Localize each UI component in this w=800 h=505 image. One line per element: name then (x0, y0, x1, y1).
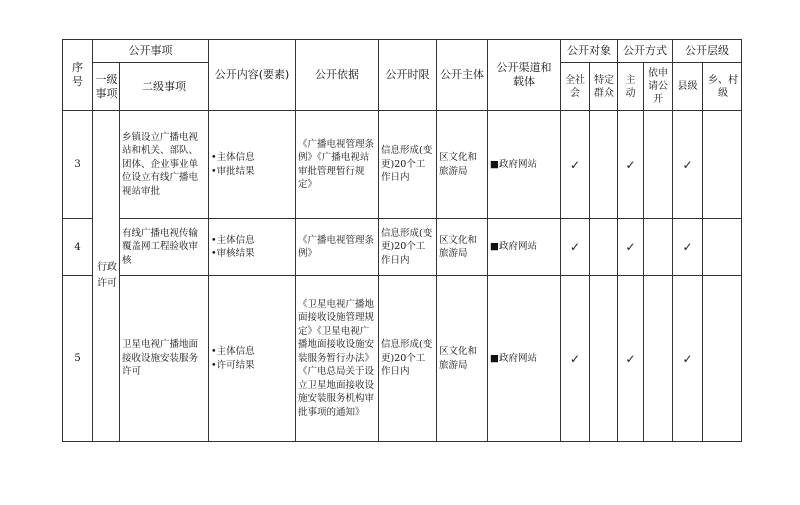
row-seq: 4 (63, 219, 93, 276)
row-basis: 《卫星电视广播地面接收设施管理规定》《卫星电视广播地面接收设施安装服务暂行办法》《广电总局关于设立卫星地面接收设施安装服务机构审批事项的通知》 (296, 276, 379, 442)
check-society: ✓ (561, 276, 590, 442)
table-row (63, 111, 742, 219)
row-content: •主体信息 •审核结果 (209, 219, 296, 276)
header-level2: 二级事项 (120, 63, 209, 111)
check-county: ✓ (673, 111, 703, 219)
row-content: •主体信息 •审批结果 (209, 111, 296, 219)
header-county: 县级 (673, 63, 703, 111)
row-seq: 3 (63, 111, 93, 219)
header-method: 公开方式 (618, 40, 673, 63)
table-row (63, 219, 742, 276)
header-content: 公开内容(要素) (209, 40, 296, 111)
header-channel: 公开渠道和载体 (488, 40, 561, 111)
header-request: 依申请公开 (644, 63, 673, 111)
check-active: ✓ (618, 219, 644, 276)
row-subject: 区文化和旅游局 (437, 276, 488, 442)
header-active: 主动 (618, 63, 644, 111)
check-town (703, 276, 742, 442)
row-subject: 区文化和旅游局 (437, 219, 488, 276)
category-cell: 行政许可 (93, 111, 120, 442)
row-basis: 《广播电视管理条例》《广播电视站审批管理暂行规定》 (296, 111, 379, 219)
header-level1: 一级事项 (93, 63, 120, 111)
row-channel: ■政府网站 (488, 219, 561, 276)
table-row (63, 276, 742, 442)
header-town: 乡、村级 (703, 63, 742, 111)
row-item: 乡镇设立广播电视站和机关、部队、团体、企业事业单位设立有线广播电视站审批 (120, 111, 209, 219)
check-county: ✓ (673, 219, 703, 276)
row-item: 有线广播电视传输覆盖网工程验收审核 (120, 219, 209, 276)
check-request (644, 219, 673, 276)
header-subject: 公开主体 (437, 40, 488, 111)
header-items: 公开事项 (93, 40, 209, 63)
header-seq: 序号 (63, 40, 93, 111)
check-group (590, 219, 618, 276)
header-target: 公开对象 (561, 40, 618, 63)
row-item: 卫星电视广播地面接收设施安装服务许可 (120, 276, 209, 442)
row-seq: 5 (63, 276, 93, 442)
check-request (644, 111, 673, 219)
row-time: 信息形成(变更)20个工作日内 (379, 219, 437, 276)
row-subject: 区文化和旅游局 (437, 111, 488, 219)
disclosure-table (62, 39, 742, 442)
check-active: ✓ (618, 276, 644, 442)
check-request (644, 276, 673, 442)
row-channel: ■政府网站 (488, 111, 561, 219)
check-group (590, 276, 618, 442)
header-level: 公开层级 (673, 40, 742, 63)
header-group: 特定群众 (590, 63, 618, 111)
check-town (703, 111, 742, 219)
check-group (590, 111, 618, 219)
check-society: ✓ (561, 219, 590, 276)
row-channel: ■政府网站 (488, 276, 561, 442)
header-basis: 公开依据 (296, 40, 379, 111)
row-basis: 《广播电视管理条例》 (296, 219, 379, 276)
check-county: ✓ (673, 276, 703, 442)
row-content: •主体信息 •许可结果 (209, 276, 296, 442)
header-time: 公开时限 (379, 40, 437, 111)
check-active: ✓ (618, 111, 644, 219)
check-town (703, 219, 742, 276)
check-society: ✓ (561, 111, 590, 219)
row-time: 信息形成(变更)20个工作日内 (379, 276, 437, 442)
row-time: 信息形成(变更)20个工作日内 (379, 111, 437, 219)
header-society: 全社会 (561, 63, 590, 111)
